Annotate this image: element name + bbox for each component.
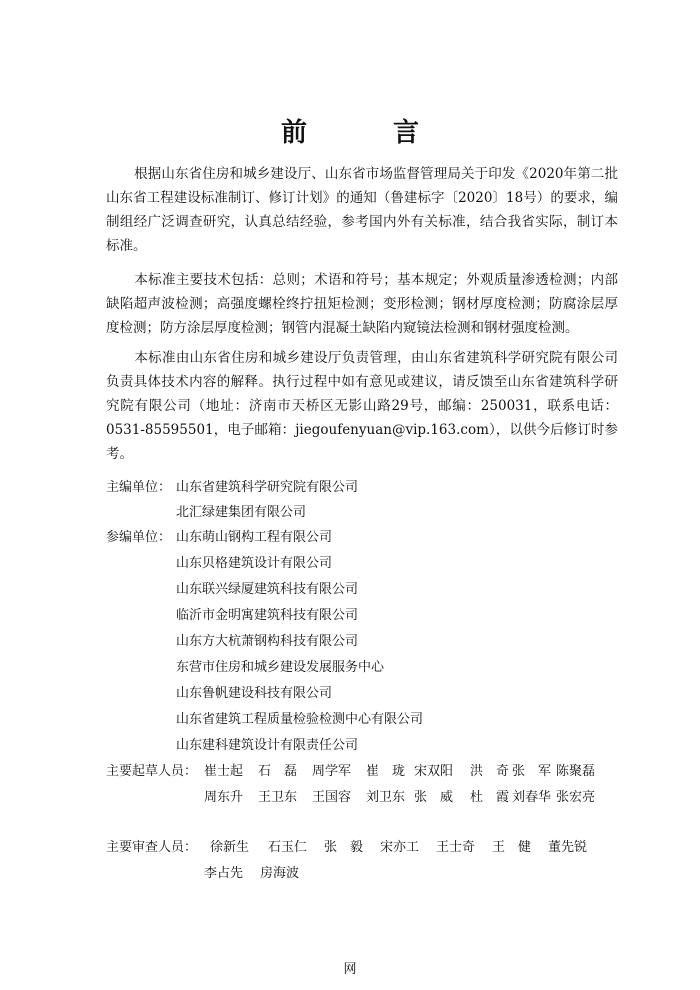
participant-unit: 山东省建筑工程质量检验检测中心有限公司 [176,712,424,727]
drafter-name: 张 军 [512,764,552,779]
drafter-name: 刘卫东 [366,790,406,805]
drafter-name: 石 磊 [258,764,298,779]
drafter-name: 王卫东 [258,790,298,805]
chief-editor-unit: 山东省建筑科学研究院有限公司 [176,480,359,495]
drafter-name: 崔士起 [204,764,244,779]
drafters-row-1 [204,762,595,782]
footer-mark: 网 [343,962,357,977]
participant-unit: 山东萌山钢构工程有限公司 [176,530,333,545]
drafter-name: 周东升 [204,790,244,805]
drafter-name: 张宏亮 [556,790,596,805]
reviewer-name: 张 毅 [324,840,364,855]
drafter-name: 刘春华 [512,790,552,805]
drafters-row-2 [204,788,595,808]
reviewers-label: 主要审查人员： [106,840,198,855]
drafter-name: 宋双阳 [414,764,454,779]
participant-unit: 东营市住房和城乡建设发展服务中心 [176,660,385,675]
drafter-name: 杜 霞 [470,790,510,805]
drafters-label: 主要起草人员： [106,764,198,779]
drafter-name: 陈聚磊 [556,764,596,779]
reviewer-name: 李占先 [204,866,244,881]
reviewer-name: 石玉仁 [268,840,308,855]
reviewer-name: 徐新生 [210,840,250,855]
chief-editor-label: 主编单位： [106,480,172,495]
participant-unit: 山东鲁帆建设科技有限公司 [176,686,333,701]
page-title: 前 言 [280,118,449,148]
chief-editor-unit: 北汇绿建集团有限公司 [176,505,307,520]
reviewers-row-1 [210,838,587,858]
reviewer-name: 房海波 [260,866,300,881]
reviewer-name: 董先锐 [548,840,588,855]
drafter-name: 张 威 [414,790,454,805]
reviewer-name: 宋亦工 [380,840,420,855]
participant-unit: 山东建科建筑设计有限责任公司 [176,738,359,753]
participant-unit: 临沂市金明寓建筑科技有限公司 [176,608,359,623]
drafter-name: 洪 奇 [470,764,510,779]
intro-paragraph-1: 根据山东省住房和城乡建设厅、山东省市场监督管理局关于印发《2020年第二批山东省工程建设标准制订、修订计划》的通知（鲁建标字〔2020〕18号）的要求，编制组经广泛调查研究，认真总结经验，参考国内外有关标准，结合我省实际，制订本标准。 [106,166,618,254]
reviewer-name: 王士奇 [436,840,476,855]
drafter-name: 周学军 [312,764,352,779]
drafter-name: 崔 珑 [366,764,406,779]
participants-label: 参编单位： [106,530,172,545]
participant-unit: 山东方大杭萧钢构科技有限公司 [176,634,359,649]
reviewers-row-2 [204,864,299,884]
reviewer-name: 王 健 [492,840,532,855]
drafter-name: 王国容 [312,790,352,805]
participant-unit: 山东贝格建筑设计有限公司 [176,556,333,571]
intro-paragraph-2: 本标准主要技术包括：总则；术语和符号；基本规定；外观质量渗透检测；内部缺陷超声波检测；高强度螺栓终拧扭矩检测；变形检测；钢材厚度检测；防腐涂层厚度检测；防方涂层厚度检测；钢管内混凝土缺陷内窥镜法检测和钢材强度检测。 [106,272,618,336]
participant-unit: 山东联兴绿厦建筑科技有限公司 [176,582,359,597]
intro-paragraph-3: 本标准由山东省住房和城乡建设厅负责管理，由山东省建筑科学研究院有限公司负责具体技术内容的解释。执行过程中如有意见或建议，请反馈至山东省建筑科学研究院有限公司（地址：济南市天桥区无影山路29号，邮编：250031，联系电话：0531-85595501，电子邮箱：jiegoufenyuan@vip.163.com），以供今后修订时参考。 [106,350,618,462]
